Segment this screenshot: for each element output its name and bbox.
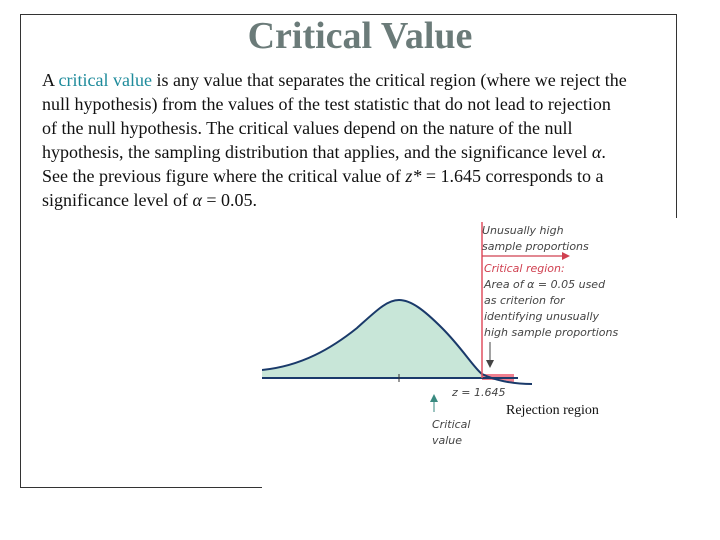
annotation-region-line4: identifying unusually bbox=[484, 310, 600, 323]
annotation-top-line1: Unusually high bbox=[482, 224, 564, 237]
critical-label-line2: value bbox=[432, 434, 463, 447]
alpha-symbol-2: α bbox=[192, 190, 202, 210]
annotation-top-line2: sample proportions bbox=[482, 240, 589, 253]
normal-distribution-figure bbox=[262, 218, 682, 490]
text-line5a: See the previous figure where the critical value of bbox=[42, 166, 406, 186]
alpha-symbol: α bbox=[591, 142, 602, 162]
z-star: z* bbox=[405, 166, 422, 186]
slide-title: Critical Value bbox=[247, 15, 473, 57]
text-line4: hypothesis, the sampling distribution that applies, and the significance level bbox=[42, 142, 592, 162]
text-intro: A bbox=[42, 70, 59, 90]
text-line6a: significance level of bbox=[42, 190, 193, 210]
annotation-region-line5: high sample proportions bbox=[484, 326, 619, 339]
annotation-region-heading: Critical region: bbox=[484, 262, 565, 275]
text-line5b: = 1.645 corresponds to a bbox=[421, 166, 604, 186]
text-line1: is any value that separates the critical region (where we reject the bbox=[151, 70, 627, 90]
rejection-region-label: Rejection region bbox=[506, 403, 599, 418]
annotation-region-line2: Area of α = 0.05 used bbox=[484, 278, 606, 291]
text-line6b: = 0.05. bbox=[201, 190, 258, 210]
critical-label-line1: Critical bbox=[432, 418, 471, 431]
definition-paragraph bbox=[42, 68, 682, 212]
text-line4-end: . bbox=[601, 142, 606, 162]
critical-value-term: critical value bbox=[58, 70, 152, 90]
text-line2: null hypothesis) from the values of the test statistic that do not lead to rejection bbox=[42, 94, 611, 114]
text-line3: of the null hypothesis. The critical values depend on the nature of the null bbox=[42, 118, 573, 138]
annotation-region-line3: as criterion for bbox=[484, 294, 565, 307]
z-critical-label: z = 1.645 bbox=[452, 386, 506, 399]
